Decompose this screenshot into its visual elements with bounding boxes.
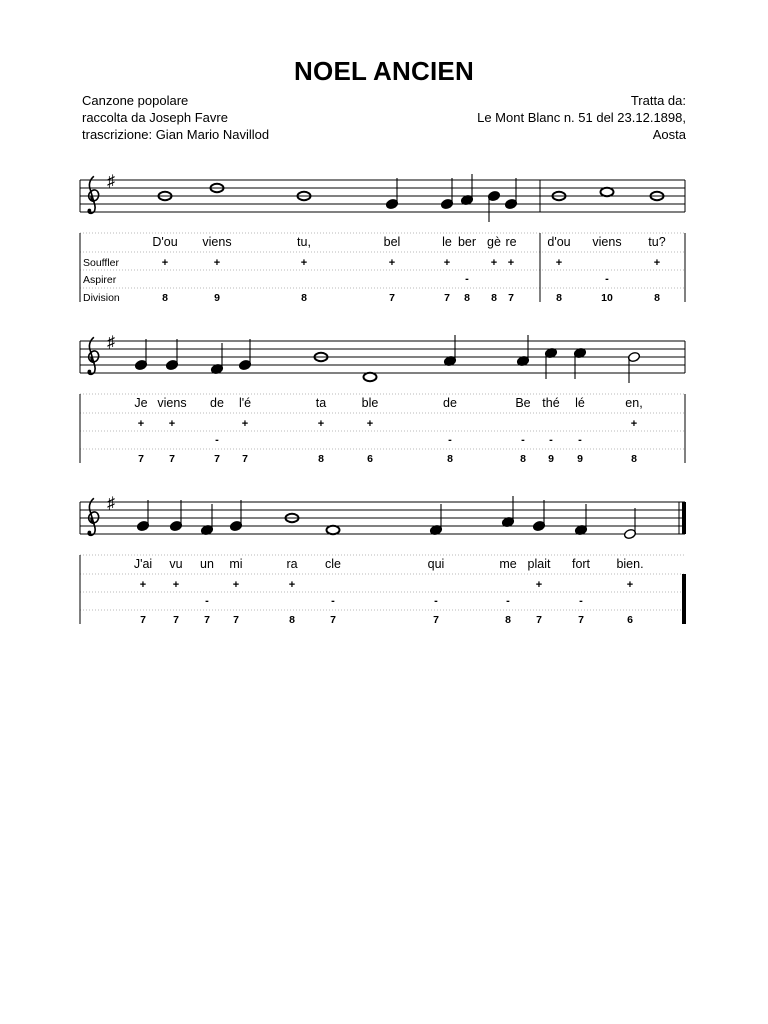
division-number: 8 bbox=[301, 292, 307, 304]
aspirer-sign: - bbox=[448, 434, 452, 446]
treble-clef-icon bbox=[88, 337, 99, 374]
quarter-note bbox=[504, 198, 517, 209]
whole-note bbox=[327, 526, 340, 534]
souffler-sign: + bbox=[388, 257, 396, 269]
division-number: 9 bbox=[548, 453, 554, 465]
system-3 bbox=[80, 495, 686, 626]
souffler-sign: + bbox=[137, 418, 145, 430]
aspirer-sign: - bbox=[506, 595, 510, 607]
division-number: 7 bbox=[242, 453, 248, 465]
lyric-syllable: Je bbox=[134, 396, 148, 410]
quarter-note bbox=[573, 347, 586, 358]
souffler-sign: + bbox=[626, 579, 634, 591]
lyric-syllable: un bbox=[200, 557, 214, 571]
lyric-syllable: me bbox=[499, 557, 517, 571]
system-2 bbox=[80, 334, 685, 465]
lyric-syllable: mi bbox=[229, 557, 243, 571]
division-number: 8 bbox=[318, 453, 324, 465]
row-label-aspirer: Aspirer bbox=[83, 274, 117, 286]
row-label-souffler: Souffler bbox=[83, 257, 119, 269]
division-number: 7 bbox=[330, 614, 336, 626]
aspirer-sign: - bbox=[215, 434, 219, 446]
whole-note bbox=[364, 373, 377, 381]
genre-line: Canzone popolare bbox=[82, 93, 189, 108]
quarter-note bbox=[443, 355, 456, 366]
whole-note bbox=[286, 514, 299, 522]
division-number: 8 bbox=[520, 453, 526, 465]
division-number: 7 bbox=[138, 453, 144, 465]
souffler-sign: + bbox=[300, 257, 308, 269]
barline-final-thick bbox=[682, 502, 686, 534]
quarter-note bbox=[532, 520, 545, 531]
quarter-note bbox=[136, 520, 149, 531]
lyric-syllable: re bbox=[505, 235, 517, 249]
souffler-sign: + bbox=[507, 257, 515, 269]
division-number: 7 bbox=[214, 453, 220, 465]
quarter-note bbox=[169, 520, 182, 531]
quarter-note bbox=[544, 347, 557, 358]
division-number: 8 bbox=[491, 292, 497, 304]
souffler-sign: + bbox=[168, 418, 176, 430]
souffler-sign: + bbox=[630, 418, 638, 430]
lyric-syllable: thé bbox=[542, 396, 560, 410]
source-place: Aosta bbox=[652, 127, 686, 142]
whole-note bbox=[315, 353, 328, 361]
treble-clef-icon bbox=[88, 176, 99, 213]
lyric-syllable: qui bbox=[427, 557, 445, 571]
division-number: 8 bbox=[162, 292, 168, 304]
division-number: 8 bbox=[464, 292, 470, 304]
aspirer-sign: - bbox=[434, 595, 438, 607]
souffler-sign: + bbox=[232, 579, 240, 591]
division-number: 8 bbox=[556, 292, 562, 304]
whole-note bbox=[651, 192, 664, 200]
souffler-sign: + bbox=[490, 257, 498, 269]
whole-note bbox=[601, 188, 614, 196]
souffler-sign: + bbox=[317, 418, 325, 430]
system-1 bbox=[80, 173, 685, 304]
aspirer-sign: - bbox=[331, 595, 335, 607]
lyric-syllable: viens bbox=[592, 235, 622, 249]
quarter-note bbox=[238, 359, 251, 370]
souffler-sign: + bbox=[535, 579, 543, 591]
credits-left bbox=[82, 92, 269, 143]
souffler-sign: + bbox=[161, 257, 169, 269]
whole-note bbox=[159, 192, 172, 200]
quarter-note bbox=[574, 524, 587, 535]
lyric-syllable: ra bbox=[286, 557, 298, 571]
division-number: 8 bbox=[505, 614, 511, 626]
quarter-note bbox=[429, 524, 442, 535]
lyric-syllable: tu, bbox=[297, 235, 311, 249]
souffler-sign: + bbox=[555, 257, 563, 269]
lyric-syllable: de bbox=[210, 396, 224, 410]
lyric-syllable: bien. bbox=[616, 557, 644, 571]
aspirer-sign: - bbox=[605, 273, 609, 285]
credits-right bbox=[477, 92, 686, 143]
quarter-note bbox=[487, 190, 500, 201]
table-border-right-thick bbox=[682, 574, 686, 624]
division-number: 9 bbox=[577, 453, 583, 465]
treble-clef-icon bbox=[88, 498, 99, 535]
half-note bbox=[623, 528, 636, 539]
souffler-sign: + bbox=[172, 579, 180, 591]
quarter-note bbox=[200, 524, 213, 535]
division-number: 6 bbox=[627, 614, 633, 626]
source-publication: Le Mont Blanc n. 51 del 23.12.1898, bbox=[477, 110, 686, 125]
lyric-syllable: ta bbox=[315, 396, 327, 410]
division-number: 7 bbox=[173, 614, 179, 626]
division-number: 7 bbox=[433, 614, 439, 626]
whole-note bbox=[211, 184, 224, 192]
sharp-icon: ♯ bbox=[107, 495, 115, 512]
lyric-syllable: Be bbox=[515, 396, 531, 410]
transcriber-line: trascrizione: Gian Mario Navillod bbox=[82, 127, 270, 142]
souffler-sign: + bbox=[653, 257, 661, 269]
souffler-sign: + bbox=[288, 579, 296, 591]
souffler-sign: + bbox=[443, 257, 451, 269]
division-number: 6 bbox=[367, 453, 373, 465]
lyric-syllable: ble bbox=[361, 396, 379, 410]
collector-line: raccolta da Joseph Favre bbox=[82, 110, 228, 125]
quarter-note bbox=[165, 359, 178, 370]
aspirer-sign: - bbox=[521, 434, 525, 446]
song-title: NOEL ANCIEN bbox=[294, 56, 474, 86]
aspirer-sign: - bbox=[578, 434, 582, 446]
souffler-sign: + bbox=[139, 579, 147, 591]
quarter-note bbox=[134, 359, 147, 370]
division-number: 7 bbox=[389, 292, 395, 304]
division-number: 7 bbox=[204, 614, 210, 626]
aspirer-sign: - bbox=[465, 273, 469, 285]
lyric-syllable: le bbox=[442, 235, 452, 249]
aspirer-sign: - bbox=[579, 595, 583, 607]
lyric-syllable: ber bbox=[457, 235, 477, 249]
division-number: 8 bbox=[631, 453, 637, 465]
lyric-syllable: vu bbox=[169, 557, 183, 571]
lyric-syllable: bel bbox=[383, 235, 401, 249]
division-number: 9 bbox=[214, 292, 220, 304]
aspirer-sign: - bbox=[549, 434, 553, 446]
lyric-syllable: fort bbox=[571, 557, 591, 571]
aspirer-sign: - bbox=[205, 595, 209, 607]
division-number: 8 bbox=[289, 614, 295, 626]
division-number: 10 bbox=[601, 292, 613, 304]
souffler-sign: + bbox=[241, 418, 249, 430]
lyric-syllable: J'ai bbox=[133, 557, 153, 571]
souffler-sign: + bbox=[213, 257, 221, 269]
lyric-syllable: l'é bbox=[238, 396, 252, 410]
quarter-note bbox=[516, 355, 529, 366]
sharp-icon: ♯ bbox=[107, 173, 115, 190]
source-label: Tratta da: bbox=[630, 93, 686, 108]
quarter-note bbox=[440, 198, 453, 209]
lyric-syllable: tu? bbox=[648, 235, 666, 249]
quarter-note bbox=[210, 363, 223, 374]
quarter-note bbox=[460, 194, 473, 205]
lyric-syllable: en, bbox=[625, 396, 643, 410]
division-number: 8 bbox=[447, 453, 453, 465]
lyric-syllable: plait bbox=[527, 557, 551, 571]
division-number: 7 bbox=[508, 292, 514, 304]
lyric-syllable: de bbox=[443, 396, 457, 410]
whole-note bbox=[298, 192, 311, 200]
division-number: 7 bbox=[578, 614, 584, 626]
division-number: 8 bbox=[654, 292, 660, 304]
quarter-note bbox=[501, 516, 514, 527]
souffler-sign: + bbox=[366, 418, 374, 430]
lyric-syllable: viens bbox=[202, 235, 232, 249]
sharp-icon: ♯ bbox=[107, 334, 115, 351]
lyric-syllable: d'ou bbox=[547, 235, 571, 249]
lyric-syllable: viens bbox=[157, 396, 187, 410]
division-number: 7 bbox=[536, 614, 542, 626]
whole-note bbox=[553, 192, 566, 200]
division-number: 7 bbox=[233, 614, 239, 626]
division-number: 7 bbox=[169, 453, 175, 465]
lyric-syllable: cle bbox=[325, 557, 341, 571]
lyric-syllable: lé bbox=[575, 396, 585, 410]
quarter-note bbox=[385, 198, 398, 209]
lyric-syllable: D'ou bbox=[152, 235, 178, 249]
division-number: 7 bbox=[444, 292, 450, 304]
quarter-note bbox=[229, 520, 242, 531]
lyric-syllable: gè bbox=[487, 235, 501, 249]
division-number: 7 bbox=[140, 614, 146, 626]
row-label-division: Division bbox=[83, 292, 120, 304]
half-note bbox=[627, 351, 640, 362]
